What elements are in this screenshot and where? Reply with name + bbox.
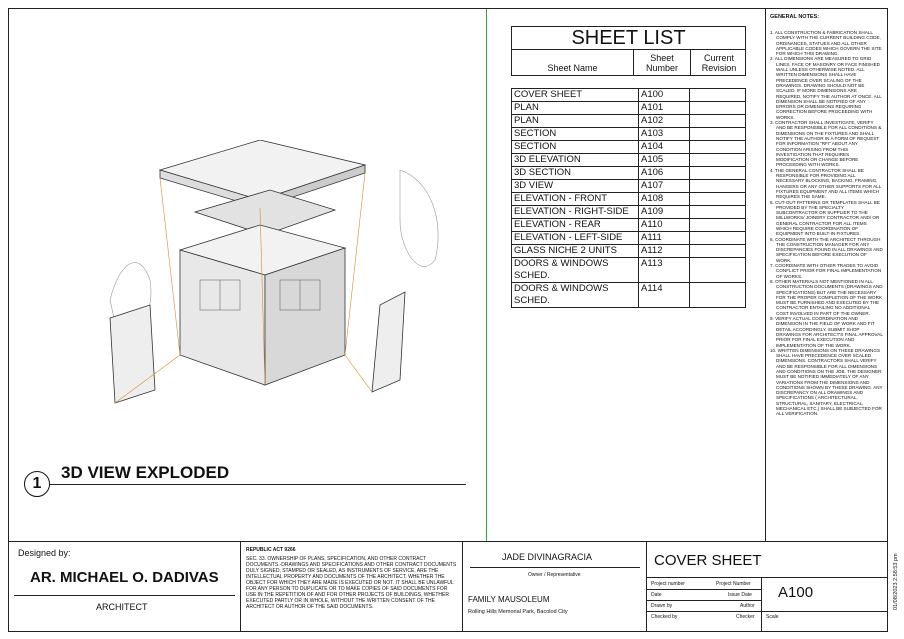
sheet-revision-cell [690,102,746,115]
sheet-number-cell: A114 [639,283,690,308]
sheet-name-cell: ELEVATION - LEFT-SIDE [512,232,639,245]
sheet-number-cell: A102 [639,115,690,128]
sheet-revision-cell [690,128,746,141]
sheet-revision-cell [690,258,746,283]
sheet-number-cell: A101 [639,102,690,115]
view-title: 3D VIEW EXPLODED [61,463,230,482]
sheet-list-row [512,258,746,283]
sheet-number-cell: A107 [639,180,690,193]
general-note-item: 2. ALL DIMENSIONS ARE MEASURED TO GRID LINES, FACE OF MASONRY OR FACE FINISHED WALL UNLESS OTHERWISE NOTED. ALL WRITTEN DIMENSIONS SHALL HAVE PRECEDENCE OVER SCALING OF THE DRAWINGS. DRAWING SHOULD NOT BE SCALED. IF MORE DIMENSIONS ARE REQUIRED, NOTIFY THE AUTHOR AT ONCE. ALL DIMENSION SHALL BE NOTIFIED OF ANY ERRORS OR DIMENSIONS REQUIRING CORRECTION BEFORE PROCEEDING WITH WORKS. [770,56,882,120]
sheet-number-cell: A112 [639,245,690,258]
sheet-list-row [512,102,746,115]
sheet-list-row [512,193,746,206]
sheet-list-row [512,89,746,102]
designer-role: ARCHITECT [96,602,148,612]
sheet-name-cell: COVER SHEET [512,89,639,102]
view-title-underline [50,484,466,485]
owner-name: JADE DIVINAGRACIA [502,552,593,562]
ra-title: REPUBLIC ACT 9266 [246,547,296,553]
title-block-top-border [9,541,887,542]
sheet-list-row [512,206,746,219]
general-note-item: 3. CONTRACTOR SHALL INVESTIGATE, VERIFY AND BE RESPONSIBLE FOR ALL CONDITIONS & DIMENSIONS ON THE FIXTURES AND SHALL NOTIFY THE AUTHOR IN A FORM OF REQUEST FOR INFORMATION "RFI" ABOUT ANY CONDITION ARISING FROM THIS INVESTIGATION THAT REQUIRES MODIFICATION OR CHANGE BEFORE PROCEEDING WITH WORKS. [770,120,882,168]
drawn-by-value: Author [740,603,755,609]
ra-text: SEC. 33. OWNERSHIP OF PLANS, SPECIFICATION, AND OTHER CONTRACT DOCUMENTS.-DRAWINGS AND SPECIFICATIONS AND OTHER CONTRACT DOCUMENTS DULY SIGNED, STAMPED OR SEALED, AS INSTRUMENTS OF SERVICE, ARE THE INTELLECTUAL PROPERTY AND DOCUMENTS OF THE ARCHITECT, WHETHER THE OBJECT FOR WHICH THEY ARE MADE IS EXECUTED OR NOT. IT SHALL BE UNLAWFUL FOR ANY PERSON TO DUPLICATE OR TO MAKE COPIES OF SAID DOCUMENTS FOR USE IN THE REPETITION OF AND FOR OTHER PROJECTS OF BUILDINGS, WHETHER EXECUTED PARTLY OR IN WHOLE, WITHOUT THE WRITTEN CONSENT OF THE ARCHITECT OR AUTHOR OF THE SAID DOCUMENTS. [246,556,457,610]
sheet-number-cell: A104 [639,141,690,154]
sheet-number-cell: A113 [639,258,690,283]
sheet-list-title: SHEET LIST [511,26,746,50]
sheet-revision-cell [690,167,746,180]
sheet-revision-cell [690,180,746,193]
sheet-name-cell: ELEVATION - RIGHT-SIDE [512,206,639,219]
sheet-name-cell: ELEVATION - FRONT [512,193,639,206]
sheet-revision-cell [690,206,746,219]
project-address: Rolling Hills Memorial Park, Bacolod City [468,609,568,615]
sheet-revision-cell [690,89,746,102]
sheet-list-row [512,115,746,128]
sheet-number-cell: A108 [639,193,690,206]
sheet-name-cell: PLAN [512,102,639,115]
owner-underline [470,567,640,568]
sheet-number-cell: A106 [639,167,690,180]
checked-by-value: Checker [736,614,755,620]
date-label: Date [651,592,662,598]
general-note-item: 4. THE GENERAL CONTRACTOR SHALL BE RESPONSIBLE FOR PROVIDING ALL NECESSARY BLOCKING, BACKING, FRAMING, HANGERS OR ANY OTHER SUPPORTS FOR ALL FIXTURES EQUIPMENT AND ALL ITEMS WHICH REQUIRES THE SAME. [770,167,882,200]
sheet-name-cell: GLASS NICHE 2 UNITS [512,245,639,258]
sheet-number-cell: A100 [639,89,690,102]
sheet-name-cell: DOORS & WINDOWS SCHED. [512,258,639,283]
col-current-revision: Current Revision [701,53,737,73]
sheet-revision-cell [690,141,746,154]
owner-label: Owner / Representative [528,572,581,578]
sheet-number-cell: A109 [639,206,690,219]
sheet-list-row [512,245,746,258]
tb-divider-1 [240,542,241,631]
sheet-number: A100 [778,584,814,601]
general-note-item: 10. WRITTEN DIMENSIONS ON THESE DRAWINGS SHALL HAVE PRECEDENCE OVER SCALED DIMENSIONS. CONTRACTORS SHALL VERIFY AND BE RESPONSIBLE FOR ALL DIMENSIONS AND CONDITIONS ON THE JOB. THE DESIGNER MUST BE NOTIFIED IMMEDIATELY OF ANY VARIATIONS FROM THE DIMENSIONS AND CONDITIONS SHOWN BY THESE DRAWING. ANY DISCREPANCY ON ALL DRAWINGS AND SPECIFICATIONS ( ARCHITECTURAL, STRUCTURAL, SANITARY, ELECTRICAL, MECHANICAL ETC.) SHALL BE SUBJECTED FOR ALL VERIFICATION. [770,347,883,417]
sheet-revision-cell [690,283,746,308]
sheet-title-border [647,577,887,578]
general-note-item: 8. OTHER MATERIALS NOT MENTIONED IN ALL CONSTRUCTION DOCUMENTS (DRAWINGS AND SPECIFICATIONS) BUT ARE THE NECESSARY FOR THE PROPER COMPLETION OF THE WORK MUST BE FURNISHED AND EXECUTED BY THE CONTRACTOR ENTAILING NO ADDITIONAL COST INVOLVED IN PART OF THE OWNER. [770,278,883,316]
sheet-number-cell: A105 [639,154,690,167]
designer-name: AR. MICHAEL O. DADIVAS [30,569,219,586]
sheet-list-row [512,154,746,167]
sheet-number-cell: A110 [639,219,690,232]
tb-divider-3 [646,542,647,631]
general-note-item: 7. COORDINATE WITH OTHER TRADES TO AVOID CONFLICT PRIOR FOR FINAL IMPLEMENTATION OF WORKS. [770,263,882,279]
plot-timestamp: 01/08/2023 2:58:53 pm [893,553,899,610]
sheet-name-cell: DOORS & WINDOWS SCHED. [512,283,639,308]
sheet-list-row [512,128,746,141]
drawn-by-label: Drawn by [651,603,673,609]
project-number-label: Project number [651,581,685,587]
col-sheet-number: Sheet Number [634,49,691,75]
general-note-item: 1. ALL CONSTRUCTION & FABRICATION SHALL COMPLY WITH THE CURRENT BUILDING CODE, ORDINANCES, STATUES AND ALL OTHER APPLICABLE CODES WHICH GOVERN THE SITE FOR WHICH THIS DRAWING. [770,30,882,57]
tb-divider-2 [462,542,463,631]
sheet-name-cell: PLAN [512,115,639,128]
designed-by-label: Designed by: [18,548,71,558]
notes-divider [765,9,766,542]
view-number-bubble: 1 [24,471,50,497]
sheet-list-table [511,88,746,308]
checked-by-label: Checked by [651,614,678,620]
general-notes-title: GENERAL NOTES: [770,14,820,20]
general-notes-list [770,30,883,417]
sheet-number-cell: A111 [639,232,690,245]
sheet-list-header [511,49,746,76]
project-name: FAMILY MAUSOLEUM [468,595,550,604]
exploded-3d-view-drawing [100,140,460,430]
designer-underline [14,595,235,596]
sheet-name-cell: ELEVATION - REAR [512,219,639,232]
general-note-item: 9. VERIFY ACTUAL COORDINATION AND DIMENSION IN THE FIELD OF WORK AND FIT DETAIL ACCORDINGLY. SUBMIT SHOP DRAWINGS FOR ARCHITECT'S FINAL APPROVAL PRIOR FOR FINAL EXECUTION AND IMPLEMENTATION OF THE WORK. [770,316,883,348]
viewport-divider [486,9,487,542]
project-number-value: Project Number [716,581,751,587]
tb-row-1 [647,589,761,590]
sheet-revision-cell [690,245,746,258]
sheet-revision-cell [690,232,746,245]
sheet-name-cell: 3D SECTION [512,167,639,180]
sheet-revision-cell [690,219,746,232]
tb-row-3 [647,611,887,612]
sheet-revision-cell [690,193,746,206]
general-note-item: 5. CUT-OUT PATTERNS OR TEMPLATES SHALL BE PROVIDED BY THE SPECIALTY SUBCONTRACTOR OR SUPPLIER TO THE MILLWORKS/ JOINERY CONTRACTOR AND/ OR GENERAL CONTRACTOR FOR ALL ITEMS WHICH REQUIRE COORDINATION OF EQUIPMENT INTO BUILT-IN FIXTURES. [770,199,880,237]
scale-label: Scale [766,614,779,620]
tb-divider-4 [761,578,762,631]
sheet-list-row [512,283,746,308]
sheet-list-row [512,180,746,193]
sheet-number-cell: A103 [639,128,690,141]
sheet-revision-cell [690,154,746,167]
general-note-item: 6. COORDINATE WITH THE ARCHITECT THROUGH THE CONSTRUCTION MANAGER FOR ANY DISCREPANCIES FOUND IN ALL DRAWINGS AND SPECIFICATION BEFORE EXECUTION OF WORK. [770,236,883,263]
sheet-name-cell: 3D ELEVATION [512,154,639,167]
sheet-list-row [512,141,746,154]
sheet-list-row [512,219,746,232]
sheet-title: COVER SHEET [654,552,762,569]
sheet-name-cell: SECTION [512,128,639,141]
sheet-name-cell: 3D VIEW [512,180,639,193]
tb-row-2 [647,600,761,601]
col-sheet-name: Sheet Name [512,49,634,75]
sheet-list-row [512,167,746,180]
sheet-revision-cell [690,115,746,128]
sheet-name-cell: SECTION [512,141,639,154]
sheet-list-row [512,232,746,245]
date-value: Issue Date [728,592,752,598]
